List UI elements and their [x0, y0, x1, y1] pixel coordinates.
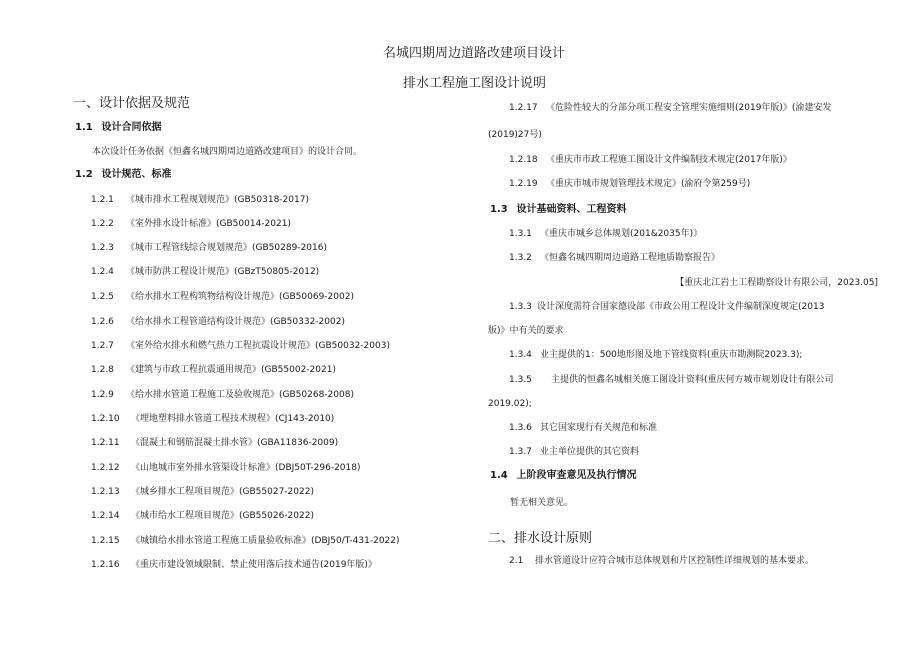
list-item	[91, 244, 327, 253]
list-item	[91, 220, 291, 229]
item-number: 1.3.1	[509, 229, 532, 239]
list-item	[509, 351, 802, 360]
item-text: 《城市防洪工程设计规范》(GBzT50805-2012)	[126, 267, 320, 277]
item-text: 《给水排水工程构筑物结构设计规范》(GB50069-2002)	[126, 292, 354, 302]
subsection-number: 1.2	[75, 169, 93, 180]
subsection-number: 1.4	[490, 470, 508, 481]
item-number: 1.3.5	[509, 375, 532, 385]
item-continuation: 2019.02);	[488, 399, 532, 409]
item-text: 《给水排水工程管道结构设计规范》(GB50332-2002)	[126, 317, 345, 327]
item-number: 1.2.1	[91, 195, 114, 205]
item-text: 《重庆市市政工程施工图设计文件编制技术规定(2017年版)》	[546, 155, 792, 165]
list-item	[509, 376, 834, 385]
item-number: 1.2.8	[91, 365, 114, 375]
list-item	[91, 512, 314, 521]
item-continuation: 版)》中有关的要求	[488, 326, 564, 336]
subsection-number: 1.1	[75, 122, 93, 133]
list-item	[509, 303, 824, 312]
subsection-number: 1.3	[490, 204, 508, 215]
list-item	[91, 415, 334, 424]
item-number: 1.3.6	[509, 423, 532, 433]
item-number: 1.2.18	[509, 155, 538, 165]
item-text: 《重庆市建设领域限制、禁止使用落后技术通告(2019年版)》	[131, 560, 377, 570]
item-number: 2.1	[509, 556, 524, 566]
item-number: 1.2.3	[91, 243, 114, 253]
item-number: 1.2.11	[91, 438, 120, 448]
list-item	[91, 318, 345, 327]
list-item	[91, 537, 400, 546]
list-item	[509, 230, 702, 239]
item-number: 1.3.3	[509, 302, 532, 312]
item-number: 1.2.10	[91, 414, 120, 424]
item-text: 《城市给水工程项目规范》(GB55026-2022)	[131, 511, 314, 521]
subsection-title: 设计规范、标准	[101, 169, 172, 180]
item-text: 业主提供的1：500地形图及地下管线资料(重庆市勘测院2023.3);	[540, 350, 803, 360]
paragraph-1-1: 本次设计任务依据《恒鑫名城四期周边道路改建项目》的设计合同。	[92, 147, 363, 157]
item-text: 《城镇给水排水管道工程施工质量验收标准》(DBJ50/T-431-2022)	[131, 536, 400, 546]
item-text: 《给水排水管道工程施工及验收规范》(GB50268-2008)	[126, 390, 354, 400]
list-item	[509, 448, 639, 457]
item-number: 1.2.6	[91, 317, 114, 327]
subsection-heading-1-3	[490, 205, 626, 215]
item-number: 1.3.2	[509, 253, 532, 263]
list-item	[91, 268, 319, 277]
list-item	[91, 366, 336, 375]
list-item	[509, 557, 814, 566]
list-item	[91, 342, 390, 351]
item-text: 《危险性较大的分部分项工程安全管理实施细则(2019年版)》(渝建安发	[546, 103, 832, 113]
subsection-title: 上阶段审查意见及执行情况	[516, 470, 637, 481]
list-item	[509, 104, 831, 113]
item-number: 1.2.4	[91, 267, 114, 277]
list-item	[91, 293, 354, 302]
source-reference: 【重庆北江岩土工程勘察设计有限公司，2023.05]	[675, 278, 878, 288]
item-number: 1.3.4	[509, 350, 532, 360]
document-title: 名城四期周边道路改建项目设计	[383, 46, 566, 61]
item-text: 《建筑与市政工程抗震通用规范》(GB55002-2021)	[126, 365, 336, 375]
section-heading-2: 二、排水设计原则	[488, 531, 593, 546]
item-number: 1.2.19	[509, 179, 538, 189]
item-text: 《山地城市室外排水管渠设计标准》(DBJ50T-296-2018)	[131, 463, 361, 473]
section-heading-1: 一、设计依据及规范	[73, 96, 191, 111]
item-text: 排水管道设计应符合城市总体规划和片区控制性详细规划的基本要求。	[535, 556, 815, 566]
subsection-heading-1-4	[490, 471, 636, 481]
list-item	[91, 464, 360, 473]
item-text: 《城市排水工程规划规范》(GB50318-2017)	[126, 195, 309, 205]
item-number: 1.2.16	[91, 560, 120, 570]
list-item	[91, 439, 338, 448]
subsection-heading-1-2	[75, 170, 171, 180]
list-item	[509, 156, 792, 165]
item-text: 其它国家现行有关规范和标准	[540, 423, 658, 433]
list-item	[91, 488, 314, 497]
item-number: 1.2.5	[91, 292, 114, 302]
item-text: 《城市工程管线综合规划规范》(GB50289-2016)	[126, 243, 327, 253]
subsection-title: 设计合同依据	[101, 122, 162, 133]
item-text: 《混凝土和钢筋混凝土排水管》(GBA11836-2009)	[131, 438, 339, 448]
item-number: 1.3.7	[509, 447, 532, 457]
list-item	[91, 196, 309, 205]
list-item	[91, 391, 354, 400]
list-item	[509, 254, 720, 263]
item-number: 1.2.12	[91, 463, 120, 473]
item-text: 《室外给水排水和燃气热力工程抗震设计规范》(GB50032-2003)	[126, 341, 390, 351]
subsection-title: 设计基础资料、工程资料	[516, 204, 627, 215]
subsection-heading-1-1	[75, 123, 161, 133]
item-text: 《室外排水设计标准》(GB50014-2021)	[126, 219, 291, 229]
item-text: 《重庆市城市规划管理技术规定》(渝府令第259号)	[546, 179, 751, 189]
list-item	[509, 180, 750, 189]
item-text: 《埋地塑料排水管道工程技术规程》(CJ143-2010)	[131, 414, 335, 424]
item-number: 1.2.13	[91, 487, 120, 497]
item-number: 1.2.7	[91, 341, 114, 351]
item-text: 《重庆市城乡总体规划(201&2035年)》	[540, 229, 703, 239]
item-number: 1.2.14	[91, 511, 120, 521]
item-text: 主提供的恒鑫名城相关施工图设计资料(重庆何方城市规划设计有限公司	[551, 375, 834, 385]
item-continuation: (2019)27号)	[488, 130, 542, 140]
list-item	[509, 424, 657, 433]
item-text: 《城乡排水工程项目规范》(GB55027-2022)	[131, 487, 314, 497]
paragraph-1-4: 暂无相关意见。	[510, 498, 574, 508]
item-number: 1.2.15	[91, 536, 120, 546]
item-text: 业主单位提供的其它资料	[540, 447, 640, 457]
item-number: 1.2.17	[509, 103, 538, 113]
item-number: 1.2.9	[91, 390, 114, 400]
item-number: 1.2.2	[91, 219, 114, 229]
item-text: 设计深度需符合国家德设部《市政公用工程设计文件编制深度规定(2013	[537, 302, 825, 312]
item-text: 《恒鑫名城四期周边道路工程地质勘察报告》	[540, 253, 721, 263]
document-subtitle: 排水工程施工图设计说明	[403, 76, 547, 91]
list-item	[91, 561, 377, 570]
